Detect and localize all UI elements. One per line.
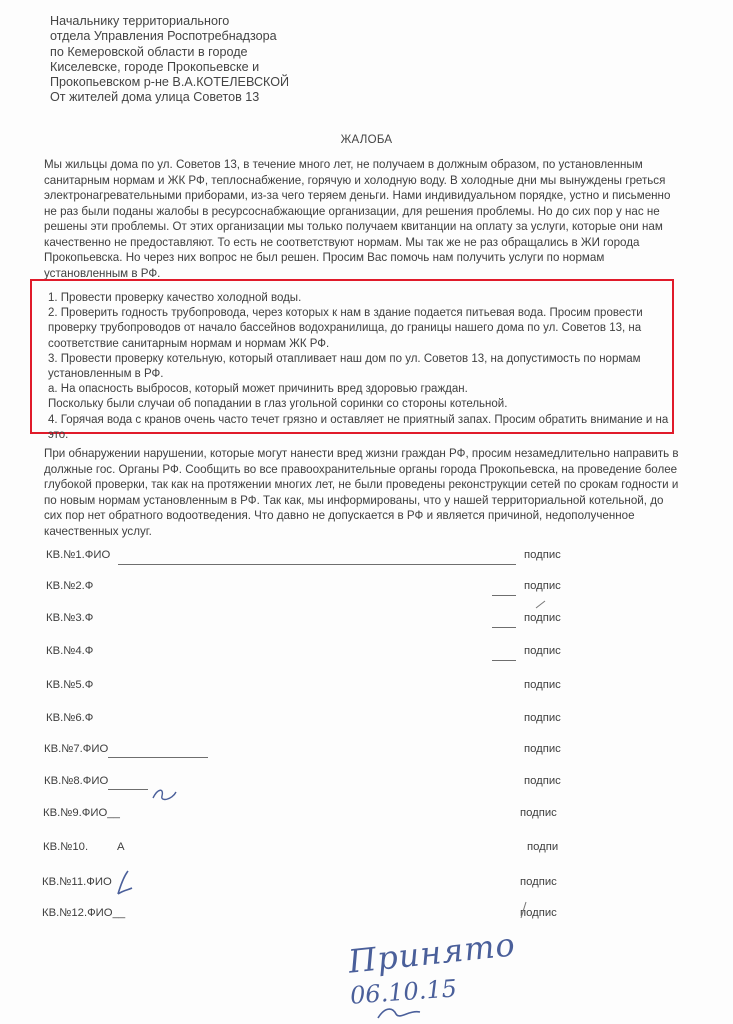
signature-label: подпис xyxy=(520,907,557,919)
apartment-label: КВ.№1.ФИО xyxy=(46,549,111,561)
apartment-label: КВ.№6.Ф xyxy=(46,712,94,724)
stamp-scrawl-icon xyxy=(348,934,508,1024)
apartment-label: КВ.№9.ФИО__ xyxy=(43,807,120,819)
handwritten-mark xyxy=(150,784,180,806)
signature-row xyxy=(0,712,733,730)
apartment-label: КВ.№5.Ф xyxy=(46,679,94,691)
closing-paragraph: При обнаружении нарушении, которые могут нанести вред жизни граждан РФ, просим незамедлительно направить в должные гос. Органы РФ. Сообщить во все правоохранительные органы города Прокопьевска, на проведение более глубокой проверки, так как на протяжении многих лет, не были проведены реконструкции сетей по срокам годности и по новым нормам установленным в РФ. Так как, мы информированы, что у нашей территориальной котельной, до сих пор нет обратного водоотведения. Что давно не допускается в РФ и является причиной, недополученное качественных услуг. xyxy=(44,447,679,538)
signature-line xyxy=(492,627,516,628)
handwritten-mark xyxy=(534,598,548,610)
signature-label: подпис xyxy=(524,549,561,561)
handwritten-mark xyxy=(518,900,530,920)
stamp-word: Принято xyxy=(346,925,518,981)
demand-item: Поскольку были случаи об попадании в глаз угольной соринки со стороны котельной. xyxy=(48,398,508,411)
apartment-label: КВ.№10. xyxy=(43,841,89,853)
signature-row xyxy=(0,679,733,697)
signature-row xyxy=(0,549,733,567)
demand-item: 4. Горячая вода с кранов очень часто течет грязно и оставляет не приятный запах. Просим обратить внимание и на это. xyxy=(48,413,669,441)
signature-line xyxy=(118,564,516,565)
apartment-label: КВ.№7.ФИО xyxy=(44,743,109,755)
signature-row xyxy=(0,612,733,630)
signature-row xyxy=(0,876,733,894)
signature-line xyxy=(492,660,516,661)
addressee-line: по Кемеровской области в городе xyxy=(50,44,248,59)
intro-paragraph: Мы жильцы дома по ул. Советов 13, в течение много лет, не получаем в должным образом, по установленным санитарным нормам и ЖК РФ, теплоснабжение, горячую и холодную воду. В холодные дни мы вынуждены греться электронагревательными приборами, из-за чего теряем деньги. Нами индивидуальном порядке, устно и письменно не раз были поданы жалобы в ресурсоснабжающие организации, для решения проблемы. Но до сих пор у нас не решены эти проблемы. От этих организации мы только получаем квитанции на оплату за услуги, которые они нам качественно не предоставляют. То есть не соответствуют нормам. Мы так же не раз обращались в ЖИ города Прокопьевска. Но через них вопрос не был решен. Просим Вас помочь нам получить услуги по нормам установленным в РФ. xyxy=(44,158,671,280)
signature-row xyxy=(0,743,733,761)
signature-label: подпис xyxy=(524,580,561,592)
addressee-block xyxy=(50,14,289,106)
signature-label: подпис xyxy=(520,807,557,819)
apartment-note: А xyxy=(117,841,125,853)
signature-row xyxy=(0,907,733,925)
signature-row xyxy=(0,775,733,793)
signature-label: подпи xyxy=(527,841,559,853)
demands-list xyxy=(48,291,674,443)
apartment-label: КВ.№11.ФИО xyxy=(42,876,112,888)
signature-row xyxy=(0,841,733,859)
signature-label: подпис xyxy=(524,743,561,755)
signature-label: подпис xyxy=(524,679,561,691)
addressee-line: От жителей дома улица Советов 13 xyxy=(50,90,260,105)
apartment-label: КВ.№4.Ф xyxy=(46,645,94,657)
signature-label: подпис xyxy=(524,612,561,624)
addressee-line: Прокопьевском р-не В.А.КОТЕЛЕВСКОЙ xyxy=(50,75,290,90)
apartment-label: КВ.№3.Ф xyxy=(46,612,94,624)
signature-line xyxy=(108,789,148,790)
demand-item: а. На опасность выбросов, который может причинить вред здоровью граждан. xyxy=(48,383,468,396)
demand-item: 2. Проверить годность трубопровода, через которых к нам в здание подается питьевая вода. Просим провести проверку трубопроводов от начало бассейнов водохранилища, до границы нашего дома по ул. Советов 13, на соответствие санитарным нормам и нормам ЖК РФ. xyxy=(48,307,643,350)
handwritten-mark xyxy=(112,868,136,898)
document-title: ЖАЛОБА xyxy=(340,134,393,146)
received-stamp xyxy=(346,925,518,1024)
signature-label: подпис xyxy=(520,876,557,888)
apartment-label: КВ.№12.ФИО__ xyxy=(42,907,126,919)
signature-row xyxy=(0,580,733,598)
signature-label: подпис xyxy=(524,775,561,787)
addressee-line: отдела Управления Роспотребнадзора xyxy=(50,29,277,44)
demand-item: 3. Провести проверку котельную, который отапливает наш дом по ул. Советов 13, на допустимость по нормам установленным в РФ. xyxy=(48,352,641,381)
addressee-line: Киселевске, городе Прокопьевске и xyxy=(50,59,260,74)
demands-box xyxy=(30,279,674,441)
signature-line xyxy=(492,595,516,596)
demand-item: 1. Провести проверку качество холодной воды. xyxy=(48,292,302,304)
signature-label: подпис xyxy=(524,712,561,724)
addressee-line: Начальнику территориального xyxy=(50,14,230,28)
signature-label: подпис xyxy=(524,645,561,657)
apartment-label: КВ.№8.ФИО xyxy=(44,775,109,787)
signature-line xyxy=(108,757,208,758)
signature-row xyxy=(0,807,733,825)
stamp-date: 06.10.15 xyxy=(349,974,458,1010)
apartment-label: КВ.№2.Ф xyxy=(46,580,94,592)
signature-row xyxy=(0,645,733,663)
